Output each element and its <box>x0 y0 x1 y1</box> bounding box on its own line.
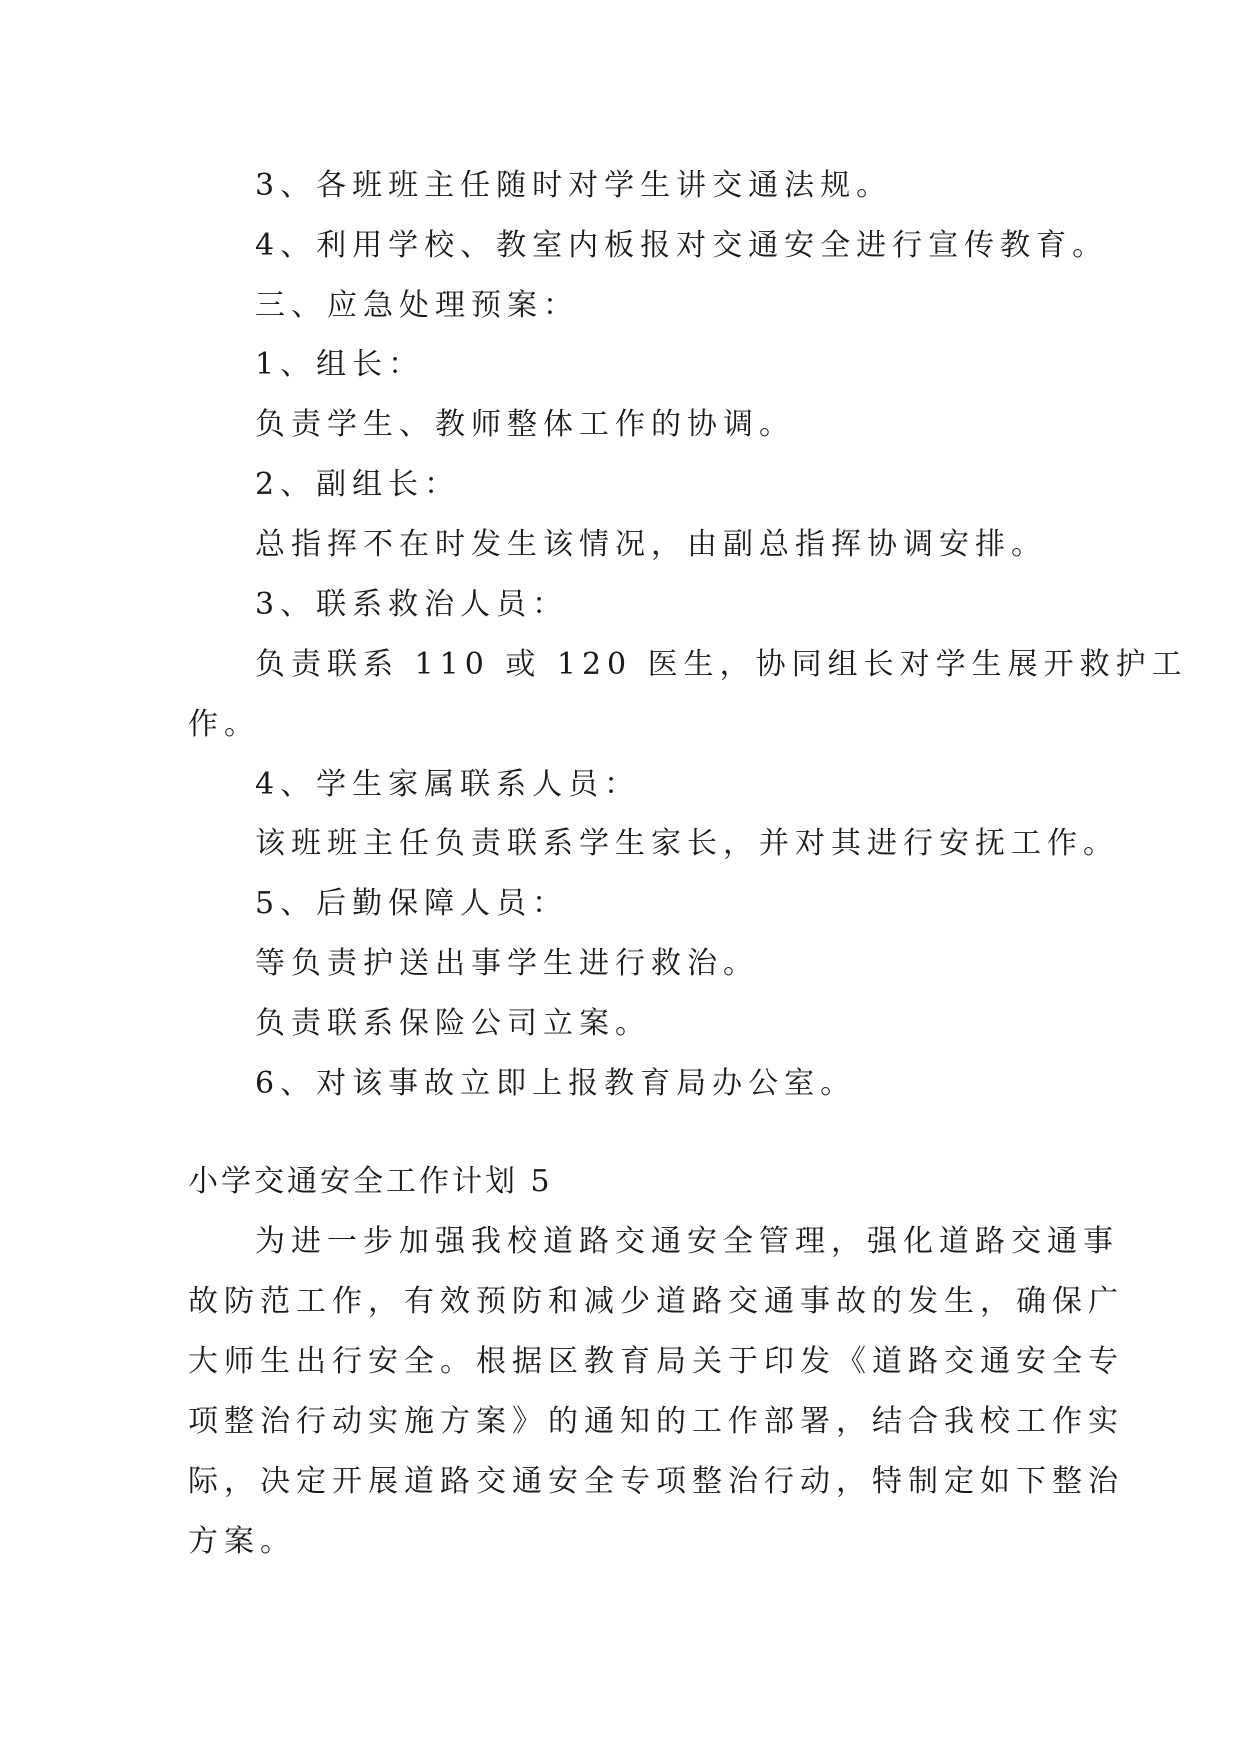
text-line: 5、后勤保障人员： <box>255 886 569 921</box>
text-line: 1、组长： <box>255 347 425 382</box>
paragraph-line: 方案。 <box>188 1524 296 1559</box>
paragraph-line: 故防范工作，有效预防和减少道路交通事故的发生，确保广 <box>188 1284 1124 1319</box>
paragraph-line: 大师生出行安全。根据区教育局关于印发《道路交通安全专 <box>188 1344 1124 1379</box>
text-line: 负责学生、教师整体工作的协调。 <box>255 407 795 442</box>
text-line: 3、各班班主任随时对学生讲交通法规。 <box>255 168 893 203</box>
text-line: 该班班主任负责联系学生家长，并对其进行安抚工作。 <box>255 826 1119 861</box>
text-line: 总指挥不在时发生该情况，由副总指挥协调安排。 <box>255 527 1047 562</box>
text-line: 4、学生家属联系人员： <box>255 767 641 802</box>
paragraph-line: 为进一步加强我校道路交通安全管理，强化道路交通事 <box>255 1224 1119 1259</box>
text-line: 等负责护送出事学生进行救治。 <box>255 946 759 981</box>
text-line: 3、联系救治人员： <box>255 587 569 622</box>
paragraph-line: 项整治行动实施方案》的通知的工作部署，结合我校工作实 <box>188 1404 1124 1439</box>
text-line: 4、利用学校、教室内板报对交通安全进行宣传教育。 <box>255 228 1109 263</box>
paragraph-line: 际，决定开展道路交通安全专项整治行动，特制定如下整治 <box>188 1464 1124 1499</box>
text-line: 6、对该事故立即上报教育局办公室。 <box>255 1066 857 1101</box>
section-heading: 三、应急处理预案： <box>255 288 579 323</box>
text-line: 2、副组长： <box>255 467 461 502</box>
text-line: 负责联系 110 或 120 医生，协同组长对学生展开救护工 <box>255 647 1188 682</box>
text-line: 作。 <box>188 707 260 742</box>
text-line: 负责联系保险公司立案。 <box>255 1006 651 1041</box>
section-title: 小学交通安全工作计划 5 <box>188 1164 553 1199</box>
